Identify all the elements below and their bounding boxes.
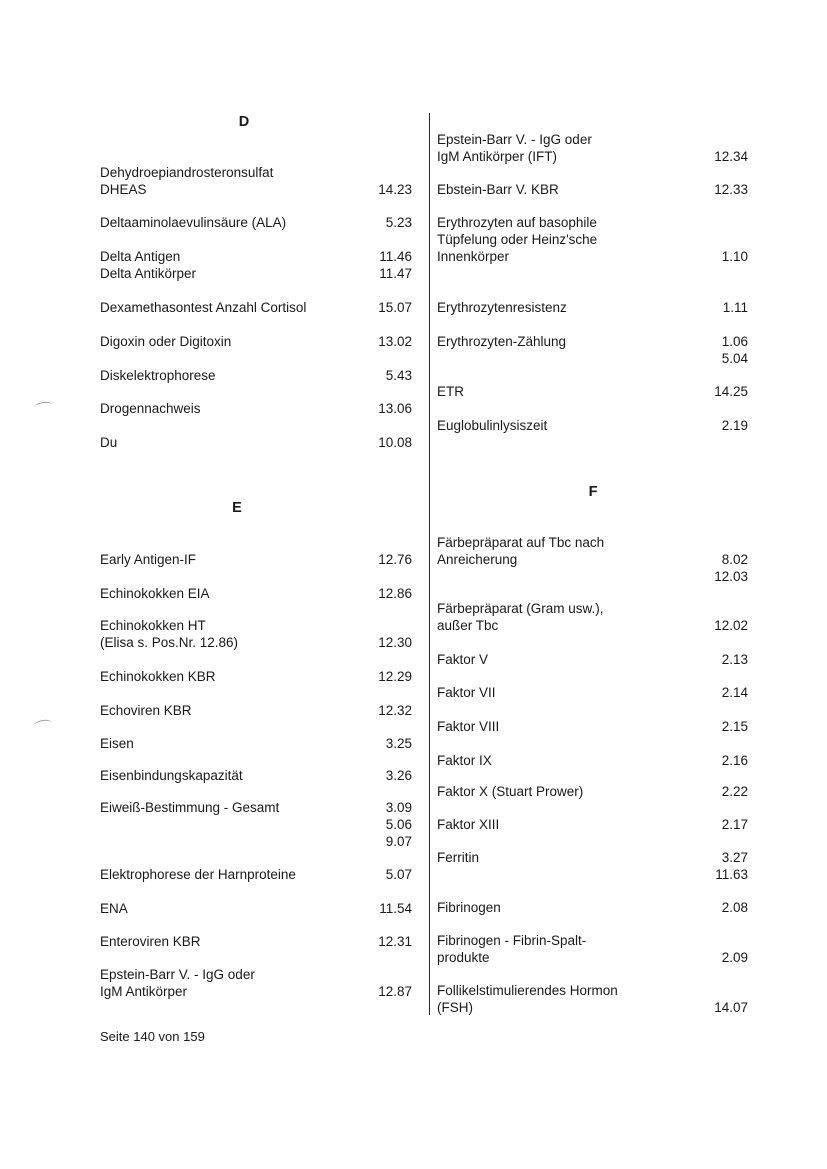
entry-codes: 10.08 (378, 435, 412, 450)
entry-name: Diskelektrophorese (100, 368, 216, 383)
entry-name: Ebstein-Barr V. KBR (437, 182, 559, 197)
entry-codes: 2.22 (721, 784, 748, 799)
entry-name: Echinokokken HT (Elisa s. Pos.Nr. 12.86) (100, 618, 239, 650)
entry-codes: 12.29 (378, 669, 412, 684)
entry-codes: 8.02 12.03 (714, 552, 748, 584)
entry-codes: 12.76 (378, 552, 412, 567)
page-footer: Seite 140 von 159 (100, 1029, 205, 1044)
entry-name: Echinokokken EIA (100, 586, 210, 601)
entry-codes: 2.14 (721, 685, 748, 700)
entry-codes: 3.27 11.63 (715, 850, 748, 882)
entry-name: Erythrozyten auf basophile Tüpfelung oder Heinz'sche Innenkörper (437, 215, 598, 264)
scan-smudge-mark (33, 401, 52, 413)
entry-name: Early Antigen-IF (100, 552, 197, 567)
entry-name: Delta Antigen Delta Antikörper (100, 249, 197, 281)
entry-name: Echoviren KBR (100, 703, 192, 718)
entry-name: Faktor XIII (437, 817, 500, 832)
entry-codes: 1.11 (722, 300, 748, 315)
entry-name: Fibrinogen (437, 900, 501, 915)
entry-name: Faktor IX (437, 753, 492, 768)
entry-name: Follikelstimulierendes Hormon (FSH) (437, 983, 618, 1015)
entry-name: Faktor X (Stuart Prower) (437, 784, 584, 799)
entry-name: Erythrozytenresistenz (437, 300, 567, 315)
entry-codes: 13.02 (378, 334, 412, 349)
entry-codes: 2.08 (721, 900, 748, 915)
entry-codes: 2.16 (721, 753, 748, 768)
entry-codes: 12.02 (714, 618, 748, 633)
entry-codes: 12.31 (378, 934, 412, 949)
entry-name: ETR (437, 384, 464, 399)
entry-name: Du (100, 435, 118, 450)
entry-name: Eisen (100, 736, 134, 751)
entry-name: Elektrophorese der Harnproteine (100, 867, 296, 882)
entry-name: Deltaaminolaevulinsäure (ALA) (100, 215, 287, 230)
entry-name: Enteroviren KBR (100, 934, 201, 949)
section-letter-f: F (588, 484, 598, 500)
entry-codes: 11.54 (379, 901, 412, 916)
entry-codes: 1.10 (721, 249, 748, 264)
entry-codes: 14.07 (714, 1000, 748, 1015)
entry-codes: 5.07 (385, 867, 412, 882)
entry-name: Faktor V (437, 652, 489, 667)
scan-smudge-mark (33, 719, 52, 731)
entry-codes: 2.13 (721, 652, 748, 667)
entry-name: Drogennachweis (100, 401, 201, 416)
entry-codes: 12.32 (378, 703, 412, 718)
entry-name: Färbepräparat auf Tbc nach Anreicherung (437, 535, 605, 567)
entry-codes: 12.87 (378, 984, 412, 999)
entry-codes: 15.07 (378, 300, 412, 315)
entry-codes: 2.15 (721, 719, 748, 734)
entry-codes: 2.09 (721, 950, 748, 965)
entry-codes: 11.46 11.47 (379, 249, 412, 281)
entry-name: Euglobulinlysiszeit (437, 418, 548, 433)
entry-name: Digoxin oder Digitoxin (100, 334, 232, 349)
entry-name: Eiweiß-Bestimmung - Gesamt (100, 800, 280, 815)
entry-name: Echinokokken KBR (100, 669, 216, 684)
entry-codes: 12.86 (378, 586, 412, 601)
entry-codes: 5.23 (385, 215, 412, 230)
entry-name: Epstein-Barr V. - IgG oder IgM Antikörper (IFT) (437, 132, 592, 164)
entry-codes: 13.06 (378, 401, 412, 416)
entry-codes: 5.43 (385, 368, 412, 383)
entry-codes: 12.34 (714, 149, 748, 164)
entry-codes: 3.25 (385, 736, 412, 751)
entry-name: Dehydroepiandrosteronsulfat DHEAS (100, 165, 274, 197)
column-divider (429, 113, 430, 1015)
section-letter-e: E (232, 500, 242, 516)
entry-codes: 3.26 (385, 768, 412, 783)
entry-name: Erythrozyten-Zählung (437, 334, 567, 349)
entry-codes: 3.09 5.06 9.07 (385, 800, 412, 849)
section-letter-d: D (238, 114, 250, 130)
entry-name: Faktor VII (437, 685, 496, 700)
entry-codes: 12.30 (378, 635, 412, 650)
entry-name: Färbepräparat (Gram usw.), außer Tbc (437, 601, 604, 633)
entry-name: Dexamethasontest Anzahl Cortisol (100, 300, 307, 315)
entry-codes: 14.23 (378, 182, 412, 197)
entry-name: ENA (100, 901, 128, 916)
entry-name: Fibrinogen - Fibrin-Spalt- produkte (437, 933, 587, 965)
entry-codes: 2.19 (721, 418, 748, 433)
entry-codes: 14.25 (714, 384, 748, 399)
entry-codes: 12.33 (714, 182, 748, 197)
entry-name: Epstein-Barr V. - IgG oder IgM Antikörper (100, 967, 255, 999)
entry-name: Ferritin (437, 850, 480, 865)
entry-name: Faktor VIII (437, 719, 500, 734)
entry-codes: 1.06 5.04 (721, 334, 748, 366)
entry-name: Eisenbindungskapazität (100, 768, 243, 783)
entry-codes: 2.17 (721, 817, 748, 832)
